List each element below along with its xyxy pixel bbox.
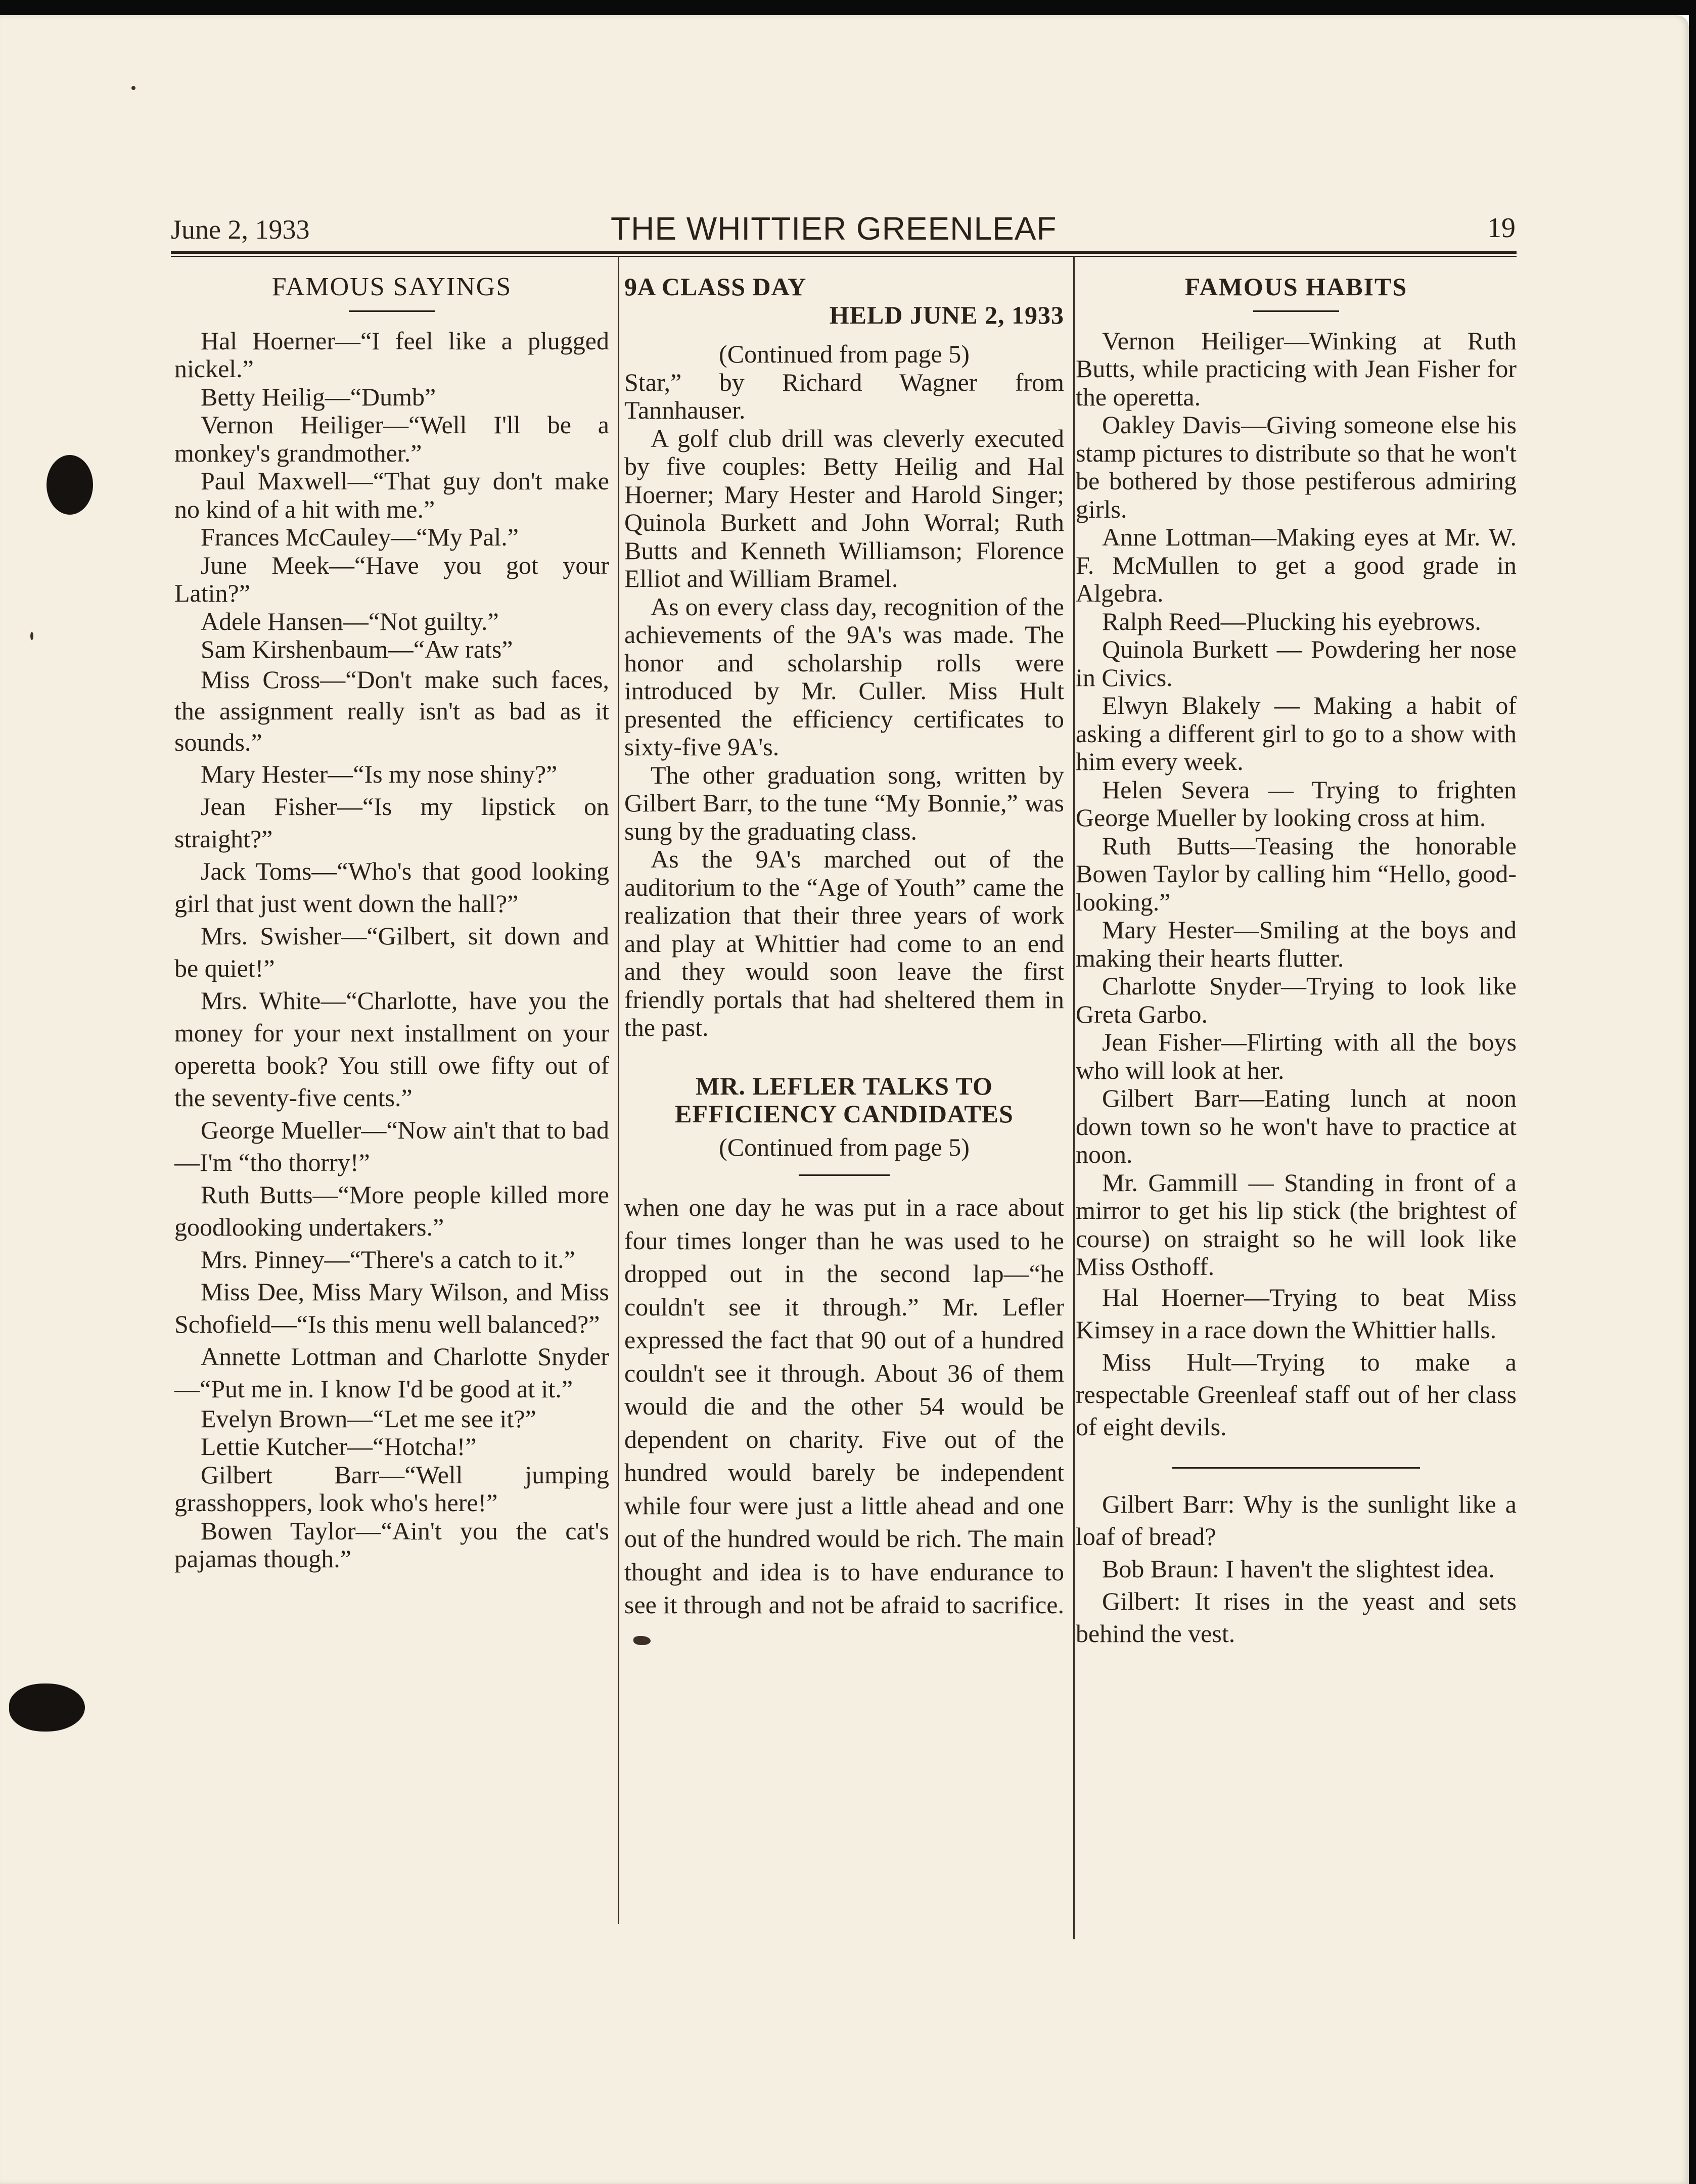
saying-item: June Meek—“Have you got your Latin?” bbox=[174, 551, 609, 607]
article-paragraph: The other graduation song, written by Gilbert Barr, to the tune “My Bonnie,” was sung by the graduating class. bbox=[624, 760, 1064, 845]
page-number: 19 bbox=[1487, 212, 1516, 244]
habit-item: Jean Fisher—Flirting with all the boys who will look at her. bbox=[1076, 1028, 1517, 1084]
habit-item: Ralph Reed—Plucking his eyebrows. bbox=[1102, 607, 1481, 635]
habit-item: Gilbert Barr—Eating lunch at noon down town so he won't have to practice at noon. bbox=[1076, 1084, 1517, 1168]
saying-item: Betty Heilig—“Dumb” bbox=[201, 382, 436, 411]
column-divider-1 bbox=[618, 256, 619, 1924]
article-paragraph: As the 9A's marched out of the auditorium to the “Age of Youth” came the realization that their three years of work and play at Whittier had come to an end and they would soon leave the first friendly portals that had sheltered them in the past. bbox=[624, 845, 1064, 1041]
habit-item: Vernon Heiliger—Winking at Ruth Butts, while practicing with Jean Fisher for the operetta. bbox=[1076, 326, 1517, 411]
habit-item: Charlotte Snyder—Trying to look like Greta Garbo. bbox=[1076, 972, 1517, 1028]
saying-item: Hal Hoerner—“I feel like a plugged nickel.” bbox=[174, 326, 609, 383]
habits-list bbox=[1076, 327, 1517, 1443]
article-lead: Star,” by Richard Wagner from Tannhauser. bbox=[624, 368, 1064, 424]
article-body bbox=[624, 1191, 1064, 1655]
saying-item: Jack Toms—“Who's that good looking girl that just went down the hall?” bbox=[174, 856, 609, 918]
saying-item: Mrs. Pinney—“There's a catch to it.” bbox=[201, 1245, 575, 1273]
habit-item: Helen Severa — Trying to frighten George Mueller by looking cross at him. bbox=[1076, 775, 1517, 832]
habit-item: Miss Hult—Trying to make a respectable Greenleaf staff out of her class of eight devils. bbox=[1076, 1347, 1517, 1441]
saying-item: Miss Dee, Miss Mary Wilson, and Miss Schofield—“Is this menu well balanced?” bbox=[174, 1277, 609, 1338]
article-paragraph: As on every class day, recognition of the achievements of the 9A's was made. The honor and scholarship rolls were introduced by Mr. Culler. Miss Hult presented the efficiency certificates to sixty-five 9A's. bbox=[624, 592, 1064, 761]
habit-item: Quinola Burkett — Powdering her nose in Civics. bbox=[1076, 635, 1517, 692]
saying-item: Annette Lottman and Charlotte Snyder—“Put me in. I know I'd be good at it.” bbox=[174, 1342, 609, 1403]
column-divider-2 bbox=[1073, 256, 1075, 1939]
article-lefler bbox=[624, 1072, 1064, 1655]
page-header bbox=[171, 210, 1516, 253]
section-rule bbox=[1172, 1467, 1420, 1469]
column-famous-sayings bbox=[174, 273, 609, 1573]
article-headline-line1: MR. LEFLER TALKS TO bbox=[696, 1071, 993, 1100]
heading-rule bbox=[349, 310, 435, 312]
ink-mark bbox=[633, 1636, 651, 1645]
saying-item: Paul Maxwell—“That guy don't make no kind of a hit with me.” bbox=[174, 467, 609, 523]
habit-item: Mr. Gammill — Standing in front of a mirror to get his lip stick (the brightest of course) on straight so he will look like Miss Osthoff. bbox=[1076, 1168, 1517, 1281]
saying-item: Lettie Kutcher—“Hotcha!” bbox=[201, 1432, 477, 1461]
saying-item: Mrs. Swisher—“Gilbert, sit down and be quiet!” bbox=[174, 921, 609, 982]
saying-item: Bowen Taylor—“Ain't you the cat's pajamas though.” bbox=[174, 1516, 609, 1573]
section-heading-famous-sayings: FAMOUS SAYINGS bbox=[271, 272, 512, 301]
saying-item: Frances McCauley—“My Pal.” bbox=[201, 523, 519, 551]
punch-hole-top bbox=[47, 455, 93, 515]
saying-item: Sam Kirshenbaum—“Aw rats” bbox=[201, 635, 513, 663]
continued-note: (Continued from page 5) bbox=[719, 1132, 970, 1161]
habit-item: Oakley Davis—Giving someone else his stamp pictures to distribute so that he won't be bothered by those pestiferous admiring girls. bbox=[1076, 411, 1517, 523]
issue-date: June 2, 1933 bbox=[171, 214, 310, 245]
saying-item: Mary Hester—“Is my nose shiny?” bbox=[201, 759, 558, 788]
saying-item: Evelyn Brown—“Let me see it?” bbox=[201, 1404, 536, 1433]
heading-rule bbox=[1253, 310, 1339, 312]
saying-item: George Mueller—“Now ain't that to bad—I'm “tho thorry!” bbox=[174, 1115, 609, 1176]
article-headline-line1: 9A CLASS DAY bbox=[624, 272, 807, 301]
saying-item: Miss Cross—“Don't make such faces, the assignment really isn't as bad as it sounds.” bbox=[174, 665, 609, 756]
article-headline-line2: EFFICIENCY CANDIDATES bbox=[675, 1100, 1014, 1128]
continued-note: (Continued from page 5) bbox=[719, 340, 970, 368]
header-rule bbox=[171, 251, 1517, 257]
joke-line: Gilbert Barr: Why is the sunlight like a loaf of bread? bbox=[1076, 1489, 1517, 1551]
joke-line: Bob Braun: I haven't the slightest idea. bbox=[1102, 1554, 1495, 1583]
article-paragraph: A golf club drill was cleverly executed by five couples: Betty Heilig and Hal Hoerner; Mary Hester and Harold Singer; Quinola Burkett and John Worral; Ruth Butts and Kenneth Williamson; Florence Elliot and William Bramel. bbox=[624, 424, 1064, 593]
saying-item: Adele Hansen—“Not guilty.” bbox=[201, 607, 499, 635]
article-body-text: when one day he was put in a race about four times longer than he was used to he dropped out in the second lap—“he couldn't see it through.” Mr. Lefler expressed the fact that 90 out of a hundred couldn't see it through. About 36 of them would die and the other 54 would be dependent on charity. Five out of the hundred would barely be independent while four were just a little ahead and one out of the hundred would be rich. The main thought and idea is to have endurance to see it through and not be afraid to sacrifice. bbox=[624, 1193, 1064, 1619]
column-class-day bbox=[624, 273, 1064, 1655]
saying-item: Gilbert Barr—“Well jumping grasshoppers, look who's here!” bbox=[174, 1460, 609, 1517]
habit-item: Ruth Butts—Teasing the honorable Bowen Taylor by calling him “Hello, good-looking.” bbox=[1076, 831, 1517, 916]
newspaper-title: THE WHITTIER GREENLEAF bbox=[611, 210, 1057, 247]
saying-item: Ruth Butts—“More people killed more goodlooking undertakers.” bbox=[174, 1180, 609, 1241]
saying-item: Jean Fisher—“Is my lipstick on straight?” bbox=[174, 792, 609, 853]
article-headline-line2: HELD JUNE 2, 1933 bbox=[829, 300, 1064, 329]
speck bbox=[131, 86, 135, 90]
saying-item: Mrs. White—“Charlotte, have you the money for your next installment on your operetta book? You still owe fifty out of the seventy-five cents.” bbox=[174, 986, 609, 1112]
speck bbox=[30, 632, 33, 640]
scan-border-right bbox=[1689, 0, 1696, 2184]
article-rule bbox=[799, 1174, 890, 1176]
habit-item: Hal Hoerner—Trying to beat Miss Kimsey in a race down the Whittier halls. bbox=[1076, 1283, 1517, 1344]
joke bbox=[1076, 1488, 1517, 1650]
column-famous-habits bbox=[1076, 273, 1517, 1650]
habit-item: Anne Lottman—Making eyes at Mr. W. F. McMullen to get a good grade in Algebra. bbox=[1076, 523, 1517, 607]
punch-hole-bottom bbox=[9, 1684, 85, 1732]
habit-item: Elwyn Blakely — Making a habit of asking a different girl to go to a show with him every week. bbox=[1076, 691, 1517, 776]
saying-item: Vernon Heiliger—“Well I'll be a monkey's grandmother.” bbox=[174, 411, 609, 467]
scan-border-top bbox=[0, 0, 1696, 15]
sayings-list bbox=[174, 327, 609, 1573]
joke-line: Gilbert: It rises in the yeast and sets behind the vest. bbox=[1076, 1586, 1517, 1648]
section-heading-famous-habits: FAMOUS HABITS bbox=[1184, 272, 1408, 301]
habit-item: Mary Hester—Smiling at the boys and making their hearts flutter. bbox=[1076, 916, 1517, 972]
article-class-day bbox=[624, 273, 1064, 1042]
